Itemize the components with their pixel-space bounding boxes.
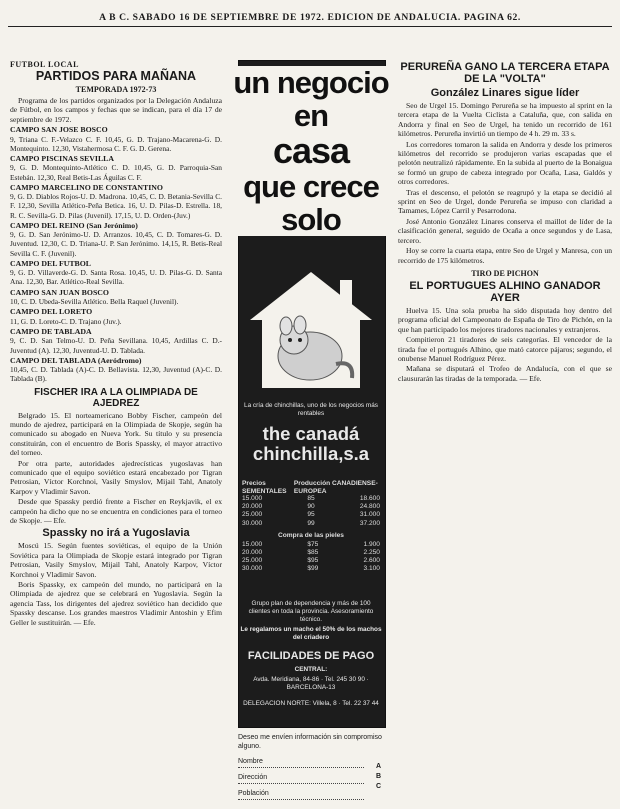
field-title: CAMPO DEL TABLADA (Aeródromo) (10, 355, 142, 365)
field-games: 9, C. D. San Telmo-U. D. Peña Sevillana. 10,45, Ardillas C. D.-Juventud (A). 12,30, Juventud-U. D. Tablada. (10, 336, 222, 355)
headline-alhino: EL PORTUGUES ALHINO GANADOR AYER (409, 279, 601, 304)
left-column (10, 60, 222, 805)
ad-offer: Le regalamos un macho el 50% de los machos del criadero (240, 626, 382, 641)
intro-paragraph: Programa de los partidos organizados por la Delegación Andaluza de Fútbol, en los campos y fechas que se indican, para el día 17 de septiembre de 1972. (10, 96, 222, 124)
fixtures-list (10, 125, 222, 383)
fischer-paragraph: Belgrado 15. El norteamericano Bobby Fischer, campeón del mundo de ajedrez, participará en la Olimpiada de Skopje, según ha comunicado su abogado en Nueva York. Su título y su presencia constituirán, con el encuentro de Boris Spassky, el mayor atractivo del torneo. (10, 410, 222, 458)
cycling-paragraph: Hoy se corre la cuarta etapa, entre Seo de Urgel y Manresa, con un recorrido de 175 kilómetros. (398, 246, 612, 265)
header-rule (8, 26, 612, 27)
price-table (242, 480, 380, 574)
field-title: CAMPO DEL LORETO (10, 307, 93, 317)
table-cell: 90 (307, 503, 315, 511)
headline-fischer: FISCHER IRA A LA OLIMPIADA DE AJEDREZ (34, 386, 198, 409)
coupon-field-label: Dirección (238, 774, 268, 781)
field-title: CAMPO PISCINAS SEVILLA (10, 154, 114, 164)
fischer-paragraph: Desde que Spassky perdió frente a Fischer en Reykjavik, el ex campeón ha dicho que no se encuentra en condiciones para el torneo de Skopje. — Efe. (10, 497, 222, 525)
table-cell: 31.000 (359, 511, 380, 519)
coupon-field-label: Población (238, 790, 269, 797)
ad-delegation: DELEGACION NORTE: Villela, 8 · Tel. 22 37 44 (243, 700, 379, 707)
field-games: 9, G. D. Diablos Rojos-U. D. Madrona. 10,45, C. D. Betania-Sevilla C. F. 12,30, Sevilla Atlético-Peña Betica. 16, U. D. Pilas-D. Estrella. 18, R. C. Sevilla-G. D. Pilas (Juvenil). 17,15, U. D. Orden-(Juv.) (10, 192, 222, 220)
chinchilla-advertisement (228, 60, 394, 805)
field-games: 10, C. D. Ubeda-Sevilla Atlético. Bella Raquel (Juvenil). (10, 297, 179, 307)
coupon-name-line[interactable] (238, 767, 364, 768)
table-cell: 85 (307, 495, 315, 502)
coupon-form (238, 732, 384, 804)
coupon-town-line[interactable] (238, 799, 364, 800)
shooting-paragraph: Mañana se disputará el Trofeo de Andalucía, con el que se clausurarán las tiradas de la temporada. — Efe. (398, 364, 612, 383)
brand-name-line2: chinchilla,s.a (252, 443, 370, 464)
ad-slogan (228, 66, 394, 236)
slogan-line: casa (272, 130, 350, 171)
field-games: 9, Triana C. F.-Velazco C. F. 10,45, G. D. Trajano-Macarena-G. D. Montequinto. 12,30, Vistahermosa C. F. G. D. Gerena. (10, 134, 222, 153)
table-cell: 95 (307, 511, 315, 519)
table-row (242, 520, 380, 528)
table-cell: 2.250 (363, 549, 380, 557)
field-games: 11, G. D. Loreto-C. D. Trajano (Juv.). (10, 316, 122, 326)
brand-name-line1: the canadá (262, 423, 360, 444)
table-cell: 25.000 (242, 557, 263, 565)
fischer-paragraph: Por otra parte, autoridades ajedrecísticas yugoslavas han comunicado que el equipo soviético estará encabezado por Tigran Petrosian, Víctor Korchnoi, Vasily Smyslov, Mijail Tahl, Anatoly Karpov y Vladimir Savon. (10, 458, 222, 496)
headline-partidos: PARTIDOS PARA MAÑANA (35, 69, 197, 83)
table-cell: 20.000 (242, 503, 263, 511)
table-cell: 2.600 (363, 557, 380, 565)
table-cell: $99 (307, 565, 319, 573)
ad-payment-facilities: FACILIDADES DE PAGO (247, 650, 375, 662)
table-cell: 37.200 (359, 519, 380, 527)
table-cell: 30.000 (242, 519, 263, 527)
coupon-address-line[interactable] (238, 783, 364, 784)
table-cell: 99 (307, 519, 315, 527)
table-mid-label: Compra de las pieles (278, 531, 344, 539)
table-cell: 1.900 (363, 540, 380, 548)
table-cell: $75 (307, 540, 319, 548)
field-title: CAMPO DEL REINO (San Jerónimo) (10, 220, 138, 230)
coupon-intro: Deseo me envíen información sin compromiso alguno. (238, 734, 382, 750)
table-cell: 15.000 (242, 495, 263, 502)
field-games: 9, G. D. Montequinto-Atlético C. D. 10,45, G. D. Parroquia-San Estebán. 12,30, Real Betis-Las Águilas C. F. (10, 163, 222, 182)
ad-address: Avda. Meridiana, 84-86 · Tel. 245 30 90 · BARCELONA-13 (253, 676, 369, 691)
right-column (398, 60, 612, 805)
coupon-field-label: Nombre (238, 758, 263, 765)
field-games: 10,45, C. D. Tablada (A)-C. D. Bellavista. 12,30, Juventud (A)-C. D. Tablada (B). (10, 365, 222, 384)
table-cell: 3.100 (363, 565, 380, 573)
table-cell: 30.000 (242, 565, 263, 573)
table-cell: 18.600 (359, 495, 380, 502)
table-cell: 24.800 (359, 503, 380, 511)
field-games: 9, G. D. San Jerónimo-U. D. Arranzos. 10,45, C. D. Tomares-G. D. Juventud. 12,30, C. D. Triana-U. P. San Jerónimo. 14,15, R. Betis-Real Sevilla C. F. (Juvenil). (10, 230, 222, 258)
table-head-cell: Producción CANADIENSE-EUROPEA (293, 480, 378, 495)
cycling-paragraph: José Antonio González Linares conserva el maillot de líder de la clasificación general, seguido de Ocaña a once segundos y de Lasa, tercero. (398, 216, 612, 245)
field-title: CAMPO DE TABLADA (10, 326, 92, 336)
table-head-cell: Precios SEMENTALES (242, 480, 287, 495)
table-cell: $95 (307, 557, 319, 565)
ad-central-label: CENTRAL: (294, 666, 328, 673)
page-header: A B C. SABADO 16 DE SEPTIEMBRE DE 1972. EDICION DE ANDALUCIA. PAGINA 62. (99, 12, 521, 23)
shooting-paragraph: Huelva 15. Una sola prueba ha sido disputada hoy dentro del programa oficial del Campeonato de España de Tiro de Pichón, en la que han participado los mejores tiradores nacionales y extranjeros. (398, 305, 612, 334)
ad-footnote: Grupo plan de dependencia y más de 100 clientes en toda la provincia. Asesoramiento técnico. (248, 600, 374, 623)
field-title: CAMPO SAN JUAN BOSCO (10, 287, 109, 297)
table-row (242, 511, 380, 519)
table-cell: 15.000 (242, 540, 263, 548)
table-cell: 20.000 (242, 549, 263, 557)
shooting-paragraph: Compitieron 21 tiradores de seis categorías. El vencedor de la tirada fue el portugués Alhino, que mató catorce pájaros; segundo, el onubense Manuel Rodríguez Pérez. (398, 335, 612, 363)
field-title: CAMPO MARCELINO DE CONSTANTINO (10, 182, 163, 192)
house-chinchilla-illustration (244, 268, 378, 392)
table-cell: 25.000 (242, 511, 263, 519)
table-row (242, 495, 380, 503)
table-row (242, 541, 380, 549)
section-kicker: FUTBOL LOCAL (10, 60, 79, 69)
ad-tagline: La cría de chinchillas, uno de los negocios más rentables (244, 402, 378, 417)
slogan-line: que crece solo (243, 169, 379, 237)
field-title: CAMPO DEL FUTBOL (10, 258, 92, 268)
coupon-code: ABC (376, 763, 382, 790)
slogan-line: un negocio en (233, 65, 389, 133)
table-row (242, 549, 380, 557)
table-row (242, 565, 380, 573)
subhead-linares: González Linares sigue líder (430, 87, 580, 99)
headline-spassky: Spassky no irá a Yugoslavia (42, 527, 190, 540)
headline-perurena: PERUREÑA GANO LA TERCERA ETAPA DE LA "VOLTA" (400, 61, 610, 85)
cycling-paragraph: Seo de Urgel 15. Domingo Perureña se ha impuesto al sprint en la tercera etapa de la Vuelta Ciclista a Cataluña, que, con salida en Andorra y final en Seo de Urgel, ha tenido un recorrido de 161 kilómetros. Perureña invirtió un tiempo de 4 h. 29 m. 33 s. (398, 101, 612, 139)
field-title: CAMPO SAN JOSE BOSCO (10, 125, 108, 135)
table-row (242, 557, 380, 565)
spassky-paragraph: Moscú 15. Según fuentes soviéticas, el equipo de la Unión Soviética para la Olimpiada de Skopje estará integrado por Tigran Petrosian, Vasily Smyslov, Mijail Tahl, Anatoly Karpov, Víctor Korchnoi y Vladimir Savon. (10, 541, 222, 579)
table-row (242, 503, 380, 511)
season-label: TEMPORADA 1972-73 (75, 85, 157, 94)
cycling-paragraph: Los corredores tomaron la salida en Andorra y desde los primeros kilómetros del recorrido se produjeron varias escapadas que el pelotón neutralizó rápidamente. En la subida al puerto de la Bonaigua se formó un grupo de cabeza integrado por Ocaña, Lasa, Galdós y otros corredores. (398, 139, 612, 187)
table-cell: $85 (307, 549, 319, 557)
spassky-paragraph: Boris Spassky, ex campeón del mundo, no participará en la Olimpiada de ajedrez que se celebrará en Yugoslavia. Según la agencia Tass, los dirigentes del ajedrez soviético han decidido que Spassky descanse. Los grandes maestros Vladimir Antoshin y Efim Geller le sustituirán. — Efe. (10, 580, 222, 627)
field-games: 9, G. D. Villaverde-G. D. Santa Rosa. 10,45, U. D. Pilas-G. D. Santa Ana. 12,30, Bar. Atlético-Real Sevilla. (10, 268, 222, 287)
shooting-kicker: TIRO DE PICHON (471, 268, 539, 278)
cycling-paragraph: Tras el descenso, el pelotón se reagrupó y la etapa se decidió al sprint en Seo de Urgel, donde Perureña se impuso con claridad a Tamames, López Carril y Pesarrodona. (398, 187, 612, 216)
